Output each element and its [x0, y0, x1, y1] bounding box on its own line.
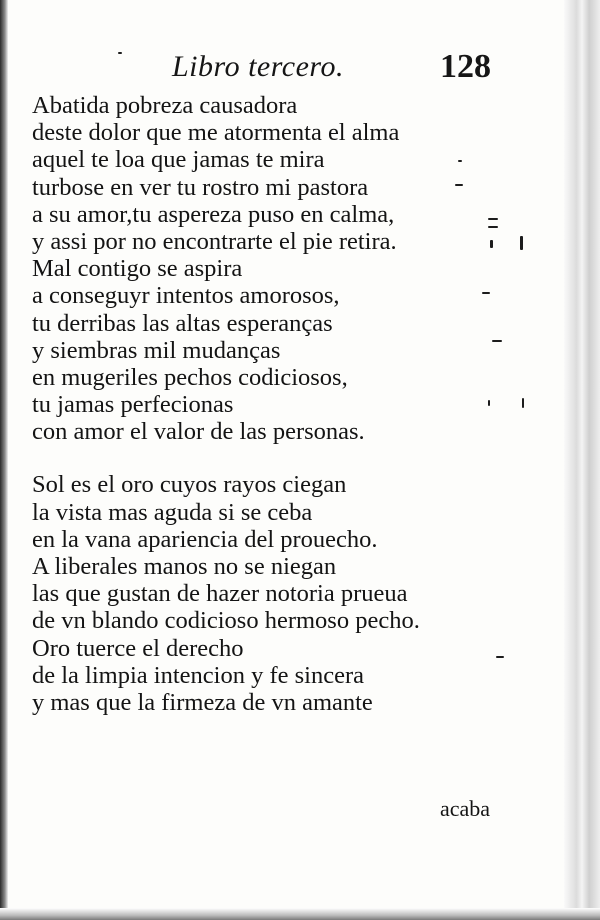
- page-left-edge: [0, 0, 8, 920]
- print-speck: [488, 400, 490, 406]
- verse-line: y assi por no encontrarte el pie retira.: [32, 227, 397, 255]
- stanza: [32, 92, 512, 445]
- verse-line: de la limpia intencion y fe sincera: [32, 661, 364, 689]
- verse-line: las que gustan de hazer notoria prueua: [32, 580, 408, 608]
- verse-line: deste dolor que me atormenta el alma: [32, 119, 400, 147]
- verse-line: tu derribas las altas esperanças: [32, 309, 333, 337]
- verse-line: de vn blando codicioso hermoso pecho.: [32, 607, 420, 635]
- print-speck: [520, 236, 523, 250]
- verse-line: a conseguyr intentos amorosos,: [32, 282, 340, 310]
- verse-line: y mas que la firmeza de vn amante: [32, 688, 373, 716]
- page-number: 128: [440, 48, 491, 85]
- print-speck: [482, 292, 490, 294]
- verse-line: tu jamas perfecionas: [32, 391, 234, 419]
- catchword: acaba: [440, 796, 491, 821]
- print-speck: [488, 226, 498, 228]
- verse-line: y siembras mil mudanças: [32, 336, 281, 364]
- verse-line: Mal contigo se aspira: [32, 255, 243, 283]
- page-header: [0, 40, 600, 90]
- print-speck: [458, 160, 462, 162]
- verse-line: Sol es el oro cuyos rayos ciegan: [32, 471, 347, 499]
- verse-line: en la vana apariencia del prouecho.: [32, 525, 378, 553]
- verse-line: Abatida pobreza causadora: [32, 92, 298, 119]
- poem-text: [32, 92, 512, 716]
- page-bottom-edge: [0, 908, 600, 920]
- print-speck: [455, 184, 463, 186]
- verse-line: en mugeriles pechos codiciosos,: [32, 363, 348, 391]
- verse-line: a su amor,tu aspereza puso en calma,: [32, 200, 395, 228]
- print-speck: [490, 240, 493, 248]
- verse-line: A liberales manos no se niegan: [32, 553, 337, 580]
- print-speck: [488, 218, 498, 220]
- print-speck: [492, 340, 502, 342]
- print-speck: [496, 656, 504, 658]
- stanza: [32, 471, 512, 716]
- verse-line: con amor el valor de las personas.: [32, 418, 365, 446]
- page-right-edge: [564, 0, 600, 920]
- verse-line: Oro tuerce el derecho: [32, 634, 244, 662]
- print-speck: [522, 398, 524, 408]
- verse-line: la vista mas aguda si se ceba: [32, 498, 313, 526]
- verse-line: turbose en ver tu rostro mi pastora: [32, 173, 369, 201]
- running-head: Libro tercero.: [172, 50, 344, 83]
- print-speck: [118, 52, 122, 54]
- verse-line: aquel te loa que jamas te mira: [32, 146, 325, 174]
